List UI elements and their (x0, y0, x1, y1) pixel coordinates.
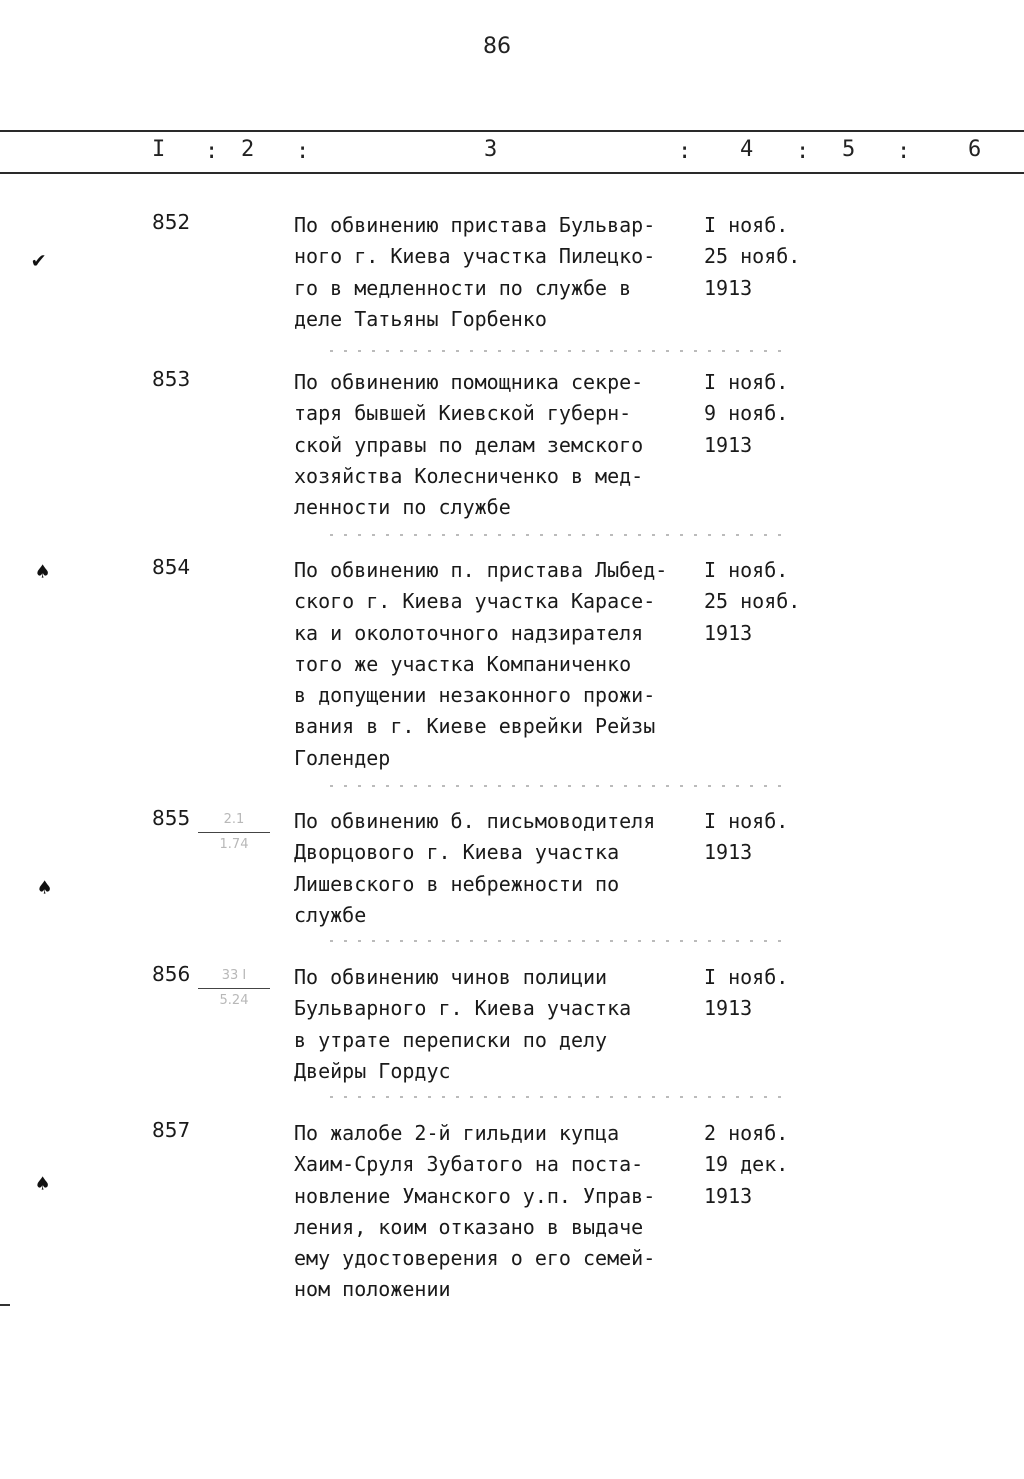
stamp-bottom-value: 1.74 (219, 837, 249, 852)
entry-dates: 2 нояб. 19 дек. 1913 (704, 1121, 789, 1208)
entry-description: По жалобе 2-й гильдии купца Хаим-Сруля Зубатого на поста- новление Уманского у.п. Управ- ления, коим отказано в выдаче ему удостоверения о его семей- ном положении (294, 1121, 656, 1302)
stamp-top-value: 2.1 (198, 808, 270, 833)
column-header-3: 3 (484, 137, 498, 162)
header-bottom-rule (0, 172, 1024, 174)
column-header-5: 5 (842, 137, 856, 162)
archive-stamp (198, 964, 270, 1013)
column-separator: : (678, 139, 692, 164)
entry-divider (330, 534, 790, 536)
entry-divider (330, 350, 790, 352)
entry-number: 854 (152, 555, 191, 579)
entry-dates: I нояб. 1913 (704, 965, 789, 1021)
column-header-2: 2 (241, 137, 255, 162)
margin-dash-icon (0, 1304, 10, 1306)
entry-dates: I нояб. 1913 (704, 809, 789, 865)
entry-description: По обвинению помощника секре- таря бывшей Киевской губерн- ской управы по делам земского хозяйства Колесниченко в мед- ленности по службе (294, 370, 644, 520)
entry-number: 857 (152, 1118, 191, 1142)
entry-description: По обвинению пристава Бульвар- ного г. Киева участка Пилецко- го в медленности по службе в деле Татьяны Горбенко (294, 213, 656, 331)
entry-description: По обвинению б. письмоводителя Дворцового г. Киева участка Лишевского в небрежности по службе (294, 809, 656, 927)
entry-dates: I нояб. 25 нояб. 1913 (704, 213, 801, 300)
column-separator: : (796, 139, 810, 164)
entry-divider (330, 785, 790, 787)
margin-mark-icon: ♠ (36, 1172, 50, 1197)
stamp-bottom-value: 5.24 (219, 993, 249, 1008)
page-number: 86 (483, 34, 511, 59)
archive-stamp (198, 808, 270, 857)
entry-description: По обвинению чинов полиции Бульварного г. Киева участка в утрате переписки по делу Двейры Гордус (294, 965, 632, 1083)
margin-mark-icon: ♠ (36, 560, 50, 585)
stamp-top-value: 33 I (198, 964, 270, 989)
column-separator: : (205, 139, 219, 164)
margin-mark-icon: ♠ (38, 876, 52, 901)
column-separator: : (296, 139, 310, 164)
entry-description: По обвинению п. пристава Лыбед- ского г. Киева участка Карасе- ка и околоточного надзирателя того же участка Компаниченко в допущении незаконного прожи- вания в г. Киеве еврейки Рейзы Голендер (294, 558, 668, 770)
entry-number: 856 (152, 962, 191, 986)
margin-mark-icon: ✔ (32, 248, 46, 273)
entry-number: 855 (152, 806, 191, 830)
entry-number: 852 (152, 210, 191, 234)
header-top-rule (0, 130, 1024, 132)
entry-number: 853 (152, 367, 191, 391)
entry-dates: I нояб. 25 нояб. 1913 (704, 558, 801, 645)
entry-divider (330, 940, 790, 942)
column-header-4: 4 (740, 137, 754, 162)
entry-dates: I нояб. 9 нояб. 1913 (704, 370, 789, 457)
column-separator: : (897, 139, 911, 164)
column-header-6: 6 (968, 137, 982, 162)
entry-divider (330, 1096, 790, 1098)
column-header-1: I (152, 137, 166, 162)
